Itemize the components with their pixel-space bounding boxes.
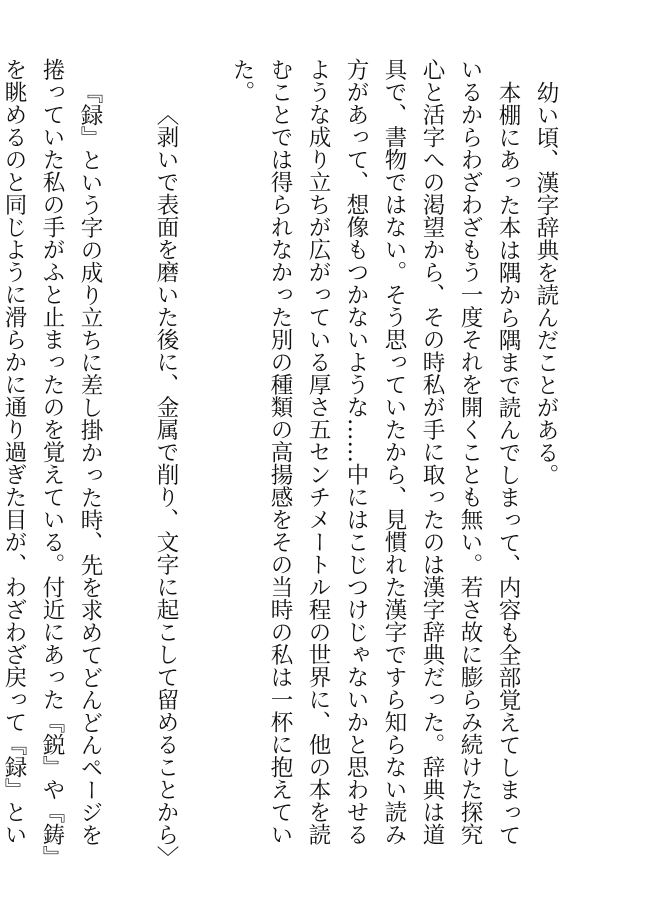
blank-line <box>185 58 223 858</box>
paragraph-bookshelf: 本棚にあった本は隅から隅まで読んでしまって、内容も全部覚えてしまっているからわざわざもう一度それを開くことも無い。若さ故に膨らみ続けた探究心と活字への渇望から、その時私が手に取ったのは漢字辞典だった。辞典は道具で、書物ではない。そう思っていたから、見慣れた漢字ですら知らない読み方があって、想像もつかないような……中にはこじつけじゃないかと思わせるような成り立ちが広がっている厚さ五センチメートル程の世界に、他の本を読むことでは得られなかった別の種類の高揚感をその当時の私は一杯に抱えていた。 <box>229 58 521 846</box>
paragraph-childhood: 幼い頃、漢字辞典を読んだことがある。 <box>533 80 559 486</box>
paragraph-roku-character: 『録』という字の成り立ちに差し掛かった時、先を求めてどんどんページを捲っていた私の手がふと止まったのを覚えている。付近にあった『鋭』や『鋳』を眺めるのと同じように滑らかに通り過ぎた目が、わざわざ戻って『録』とい <box>1 58 103 857</box>
blank-line <box>109 58 147 858</box>
paragraph-etymology-quote: 〈剥いで表面を磨いた後に、金属で削り、文字に起こして留めることから〉 <box>153 103 179 868</box>
vertical-text-body <box>0 58 565 868</box>
